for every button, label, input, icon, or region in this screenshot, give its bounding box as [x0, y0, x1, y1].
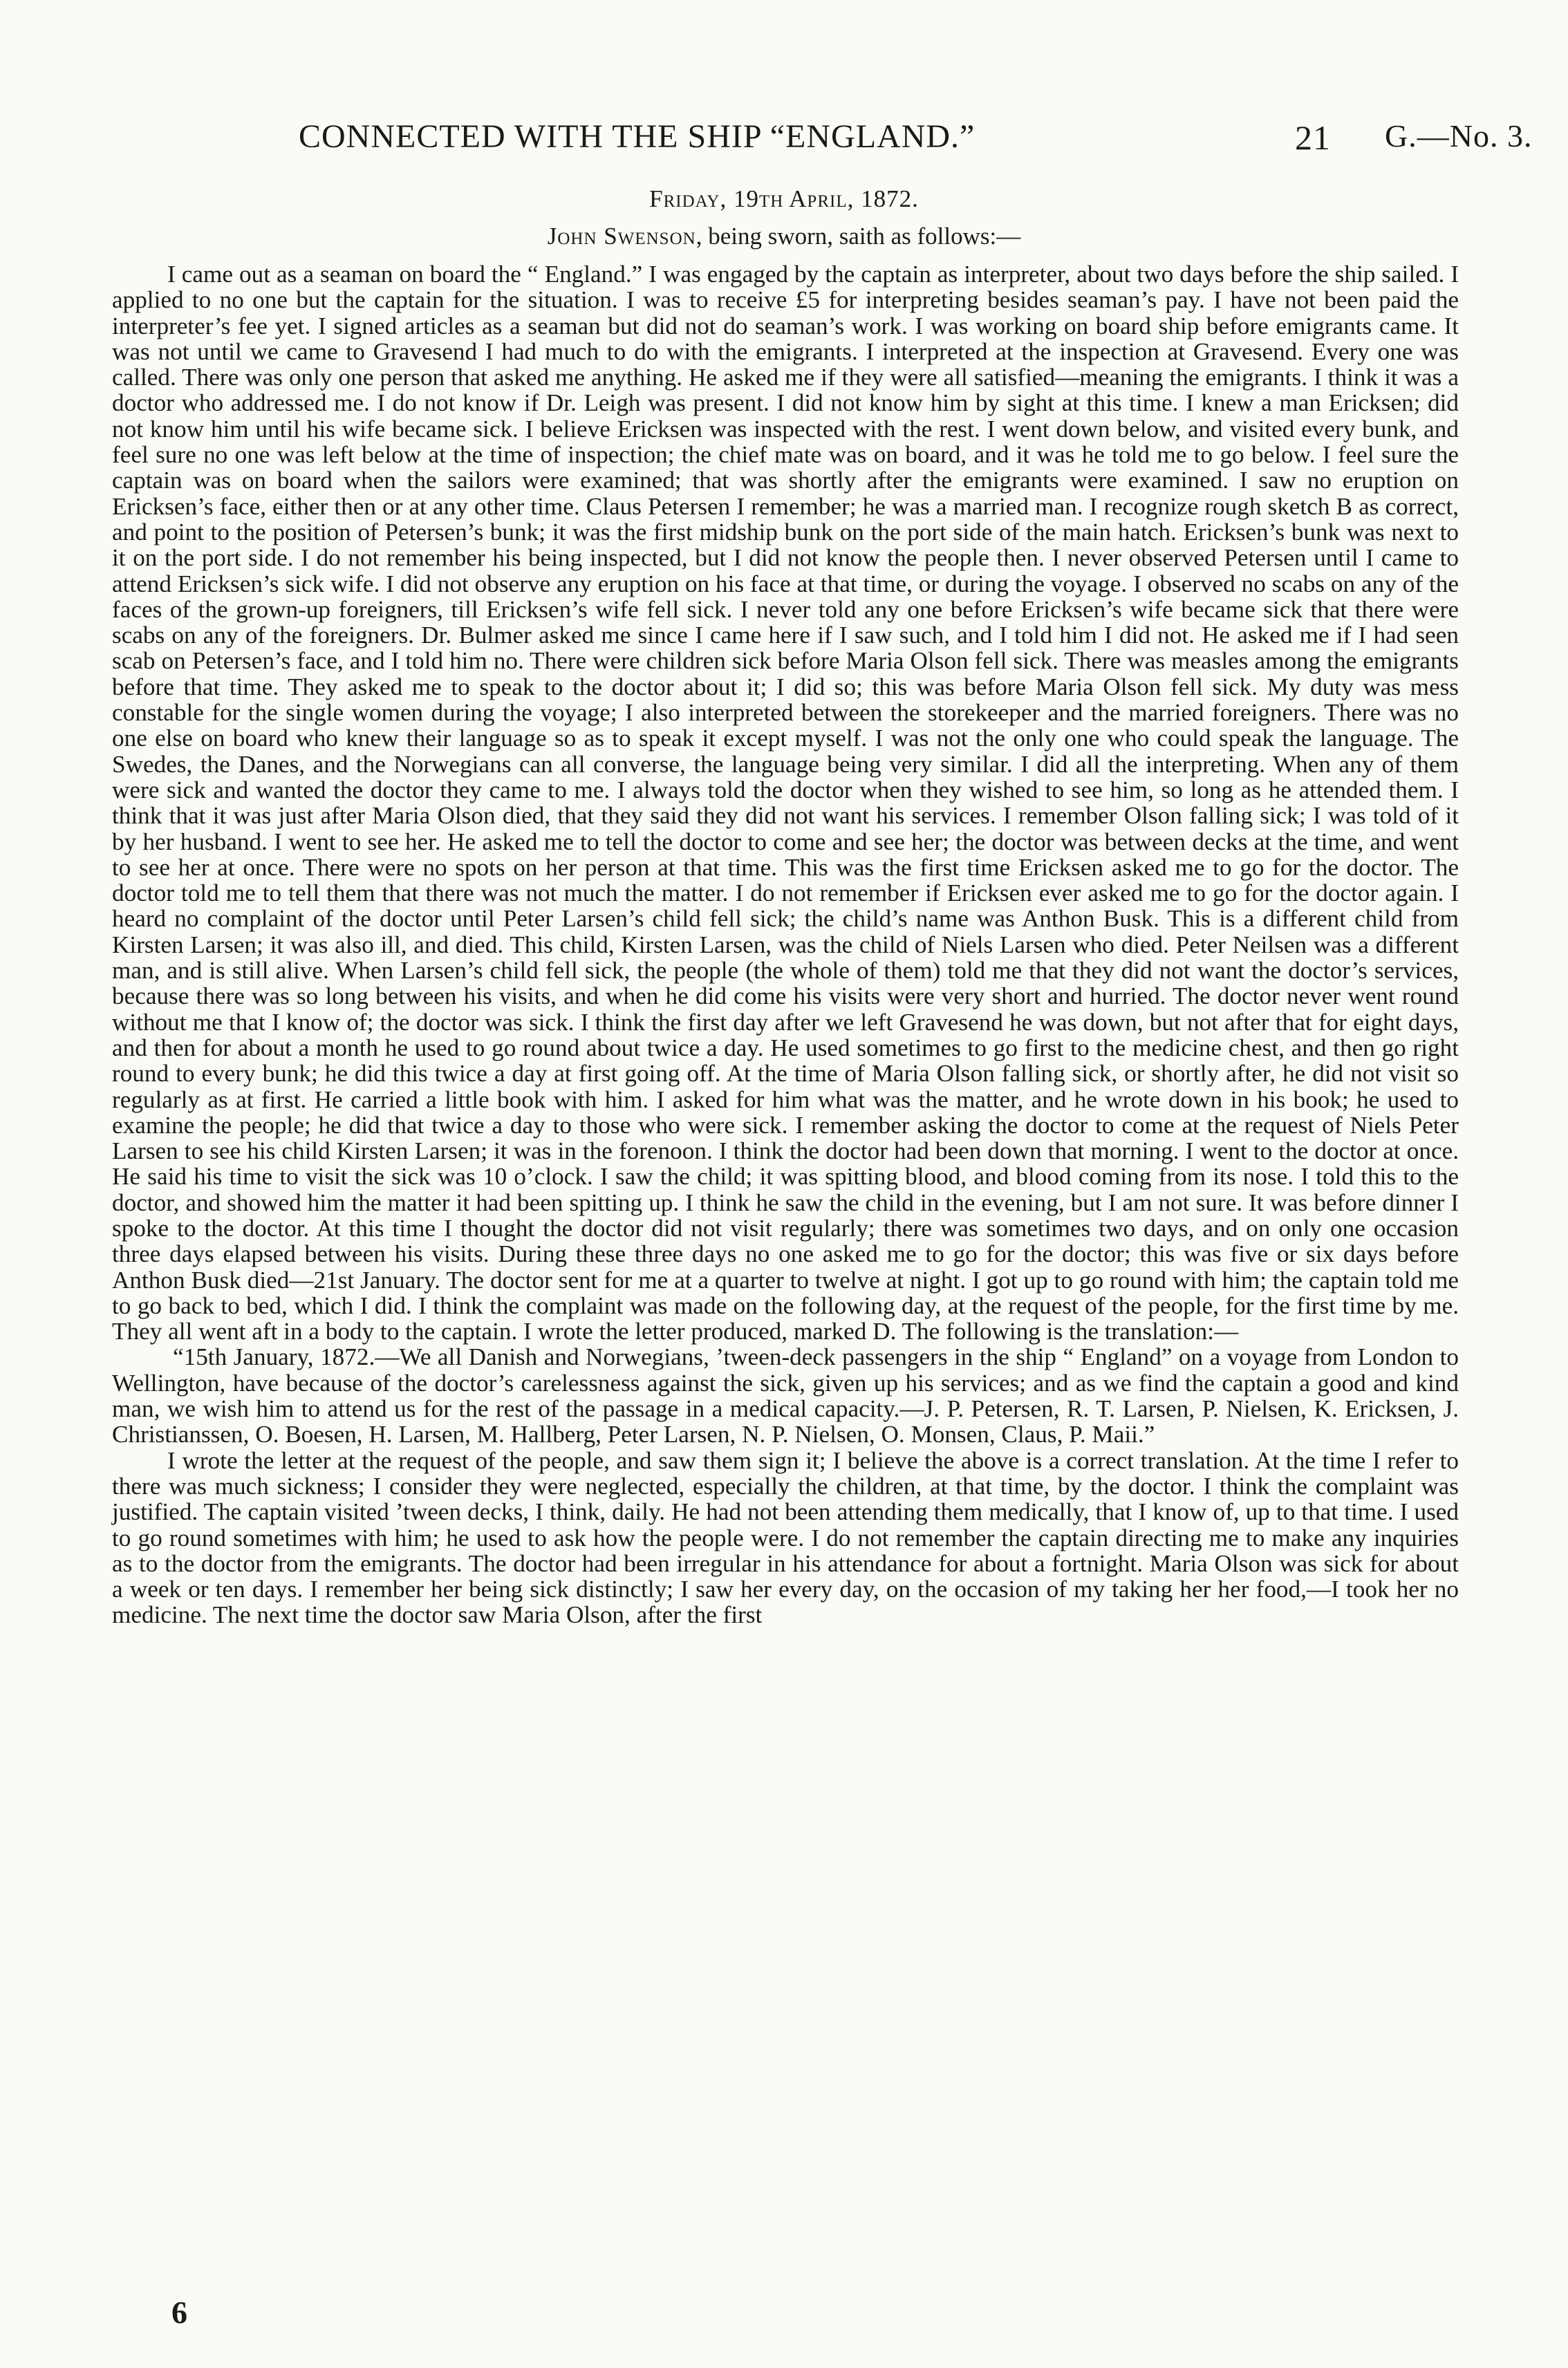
- letter-translation: “15th January, 1872.—We all Danish and Norwegians, ’tween-deck passengers in the ship “ England” on a voyage from London to Wellington, have because of the doctor’s carelessness against the sick, given up his services; and as we find the captain a good and kind man, we wish him to attend us for the rest of the passage in a medical capacity.—J. P. Petersen, R. T. Larsen, P. Nielsen, K. Ericksen, J. Christianssen, O. Boesen, H. Larsen, M. Hallberg, Peter Larsen, N. P. Nielsen, O. Monsen, Claus, P. Maii.”: [112, 1343, 1459, 1448]
- witness-intro: [0, 223, 1568, 250]
- signature-mark: 6: [171, 2295, 187, 2330]
- testimony-paragraph: I came out as a seaman on board the “ England.” I was engaged by the captain as interpreter, about two days before the ship sailed. I applied to no one but the captain for the situation. I was to receive £5 for interpreting besides seaman’s pay. I have not been paid the interpreter’s fee yet. I signed articles as a seaman but did not do seaman’s work. I was working on board ship before emigrants came. It was not until we came to Gravesend I had much to do with the emigrants. I interpreted at the inspection at Gravesend. Every one was called. There was only one person that asked me anything. He asked me if they were all satisfied—meaning the emigrants. I think it was a doctor who addressed me. I do not know if Dr. Leigh was present. I did not know him by sight at this time. I knew a man Ericksen; did not know him until his wife became sick. I believe Ericksen was inspected with the rest. I went down below, and visited every bunk, and feel sure no one was left below at the time of inspection; the chief mate was on board, and it was he told me to go below. I feel sure the captain was on board when the sailors were examined; that was shortly after the emigrants were examined. I saw no eruption on Ericksen’s face, either then or at any other time. Claus Petersen I remember; he was a married man. I recognize rough sketch B as correct, and point to the position of Petersen’s bunk; it was the first midship bunk on the port side of the main hatch. Ericksen’s bunk was next to it on the port side. I do not remember his being inspected, but I did not know the people then. I never observed Petersen until I came to attend Ericksen’s sick wife. I did not observe any eruption on his face at that time, or during the voyage. I observed no scabs on any of the faces of the grown-up foreigners, till Ericksen’s wife fell sick. I never told any one before Ericksen’s wife became sick that there were scabs on any of the foreigners. Dr. Bulmer asked me since I came here if I saw such, and I told him I did not. He asked me if I had seen scab on Petersen’s face, and I told him no. There were children sick before Maria Olson fell sick. There was measles among the emigrants before that time. They asked me to speak to the doctor about it; I did so; this was before Maria Olson fell sick. My duty was mess constable for the single women during the voyage; I also interpreted between the storekeeper and the married foreigners. There was no one else on board who knew their language so as to speak it except myself. I was not the only one who could speak the language. The Swedes, the Danes, and the Norwegians can all converse, the language being very similar. I did all the interpreting. When any of them were sick and wanted the doctor they came to me. I always told the doctor when they wished to see him, so long as he attended them. I think that it was just after Maria Olson died, that they said they did not want his services. I remember Olson falling sick; I was told of it by her husband. I went to see her. He asked me to tell the doctor to come and see her; the doctor was between decks at the time, and went to see her at once. There were no spots on her person at that time. This was the first time Ericksen asked me to go for the doctor. The doctor told me to tell them that there was not much the matter. I do not remember if Ericksen ever asked me to go for the doctor again. I heard no complaint of the doctor until Peter Larsen’s child fell sick; the child’s name was Anthon Busk. This is a different child from Kirsten Larsen; it was also ill, and died. This child, Kirsten Larsen, was the child of Niels Larsen who died. Peter Neilsen was a different man, and is still alive. When Larsen’s child fell sick, the people (the whole of them) told me that they did not want the doctor’s services, because there was so long between his visits, and when he did come his visits were very short and hurried. The doctor never went round without me that I know of; the doctor was sick. I think the first day after we left Gravesend he was down, but not after that for eight days, and then for about a month he used to go round about twice a day. He used sometimes to go first to the medicine chest, and then go right round to every bunk; he did this twice a day at first going off. At the time of Maria Olson falling sick, or shortly after, he did not visit so regularly as at first. He carried a little book with him. I asked for him what was the matter, and he wrote down in his book; he used to examine the people; he did that twice a day to those who were sick. I remember asking the doctor to come at the request of Niels Peter Larsen to see his child Kirsten Larsen; it was in the forenoon. I think the doctor had been down that morning. I went to the doctor at once. He said his time to visit the sick was 10 o’clock. I saw the child; it was spitting blood, and blood coming from its nose. I told this to the doctor, and showed him the matter it had been spitting up. I think he saw the child in the evening, but I am not sure. It was before dinner I spoke to the doctor. At this time I thought the doctor did not visit regularly; there was sometimes two days, and on only one occasion three days elapsed between his visits. During these three days no one asked me to go for the doctor; this was five or six days before Anthon Busk died—21st January. The doctor sent for me at a quarter to twelve at night. I got up to go round with him; the captain told me to go back to bed, which I did. I think the complaint was made on the following day, at the request of the people, for the first time by me. They all went aft in a body to the captain. I wrote the letter produced, marked D. The following is the translation:—: [112, 261, 1459, 1345]
- running-title: CONNECTED WITH THE SHIP “ENGLAND.”: [299, 118, 976, 155]
- witness-name: John Swenson: [547, 223, 696, 250]
- dateline: Friday, 19th April, 1872.: [649, 185, 919, 212]
- testimony-paragraph: I wrote the letter at the request of the people, and saw them sign it; I believe the above is a correct translation. At the time I refer to there was much sickness; I consider they were neglected, especially the children, at that time, by the doctor. I think the complaint was justified. The captain visited ’tween decks, I think, daily. He had not been attending them medically, that I know of, up to that time. I used to go round sometimes with him; he used to ask how the people were. I do not remember the captain directing me to make any inquiries as to the doctor from the emigrants. The doctor had been irregular in his attendance for about a fortnight. Maria Olson was sick for about a week or ten days. I remember her being sick distinctly; I saw her every day, on the occasion of my taking her her food,—I took her no medicine. The next time the doctor saw Maria Olson, after the first: [112, 1446, 1459, 1629]
- testimony-body: [112, 261, 1459, 1628]
- witness-intro-text: , being sworn, saith as follows:—: [696, 223, 1021, 250]
- document-reference: G.—No. 3.: [1385, 118, 1533, 153]
- page-number: 21: [1295, 118, 1331, 157]
- page-header: [111, 118, 1533, 159]
